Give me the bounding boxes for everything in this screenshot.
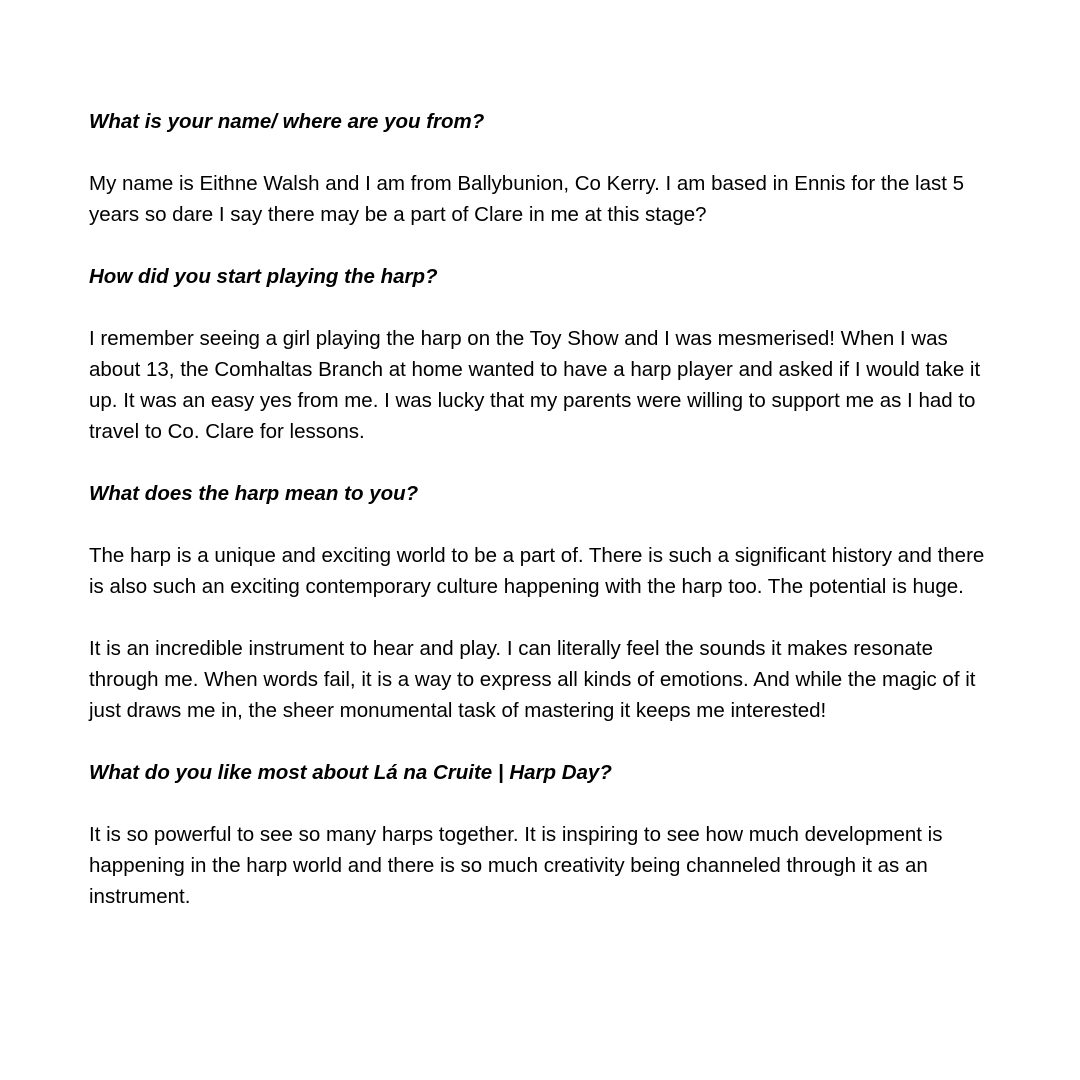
paragraph-gap xyxy=(89,447,999,478)
question-start-playing: How did you start playing the harp? xyxy=(89,265,438,288)
question-harp-day: What do you like most about Lá na Cruite | Harp Day? xyxy=(89,761,612,784)
answer-harp-meaning-1: The harp is a unique and exciting world to be a part of. There is such a significant history and there is also such an exciting contemporary culture happening with the harp too. The potential is huge. xyxy=(89,544,985,598)
paragraph-gap xyxy=(89,788,999,819)
interview-document xyxy=(89,106,999,912)
paragraph-gap xyxy=(89,726,999,757)
paragraph-gap xyxy=(89,230,999,261)
question-harp-meaning: What does the harp mean to you? xyxy=(89,482,419,505)
answer-harp-day: It is so powerful to see so many harps together. It is inspiring to see how much development is happening in the harp world and there is so much creativity being channeled through it as an instrument. xyxy=(89,823,943,908)
answer-harp-meaning-2: It is an incredible instrument to hear and play. I can literally feel the sounds it makes resonate through me. When words fail, it is a way to express all kinds of emotions. And while the magic of it just draws me in, the sheer monumental task of mastering it keeps me interested! xyxy=(89,637,976,722)
answer-name-origin: My name is Eithne Walsh and I am from Ballybunion, Co Kerry. I am based in Ennis for the last 5 years so dare I say there may be a part of Clare in me at this stage? xyxy=(89,172,965,226)
question-name-origin: What is your name/ where are you from? xyxy=(89,110,485,133)
answer-start-playing: I remember seeing a girl playing the harp on the Toy Show and I was mesmerised! When I was about 13, the Comhaltas Branch at home wanted to have a harp player and asked if I would take it up. It was an easy yes from me. I was lucky that my parents were willing to support me as I had to travel to Co. Clare for lessons. xyxy=(89,327,981,443)
paragraph-gap xyxy=(89,137,999,168)
paragraph-gap xyxy=(89,292,999,323)
paragraph-gap xyxy=(89,509,999,540)
paragraph-gap xyxy=(89,602,999,633)
